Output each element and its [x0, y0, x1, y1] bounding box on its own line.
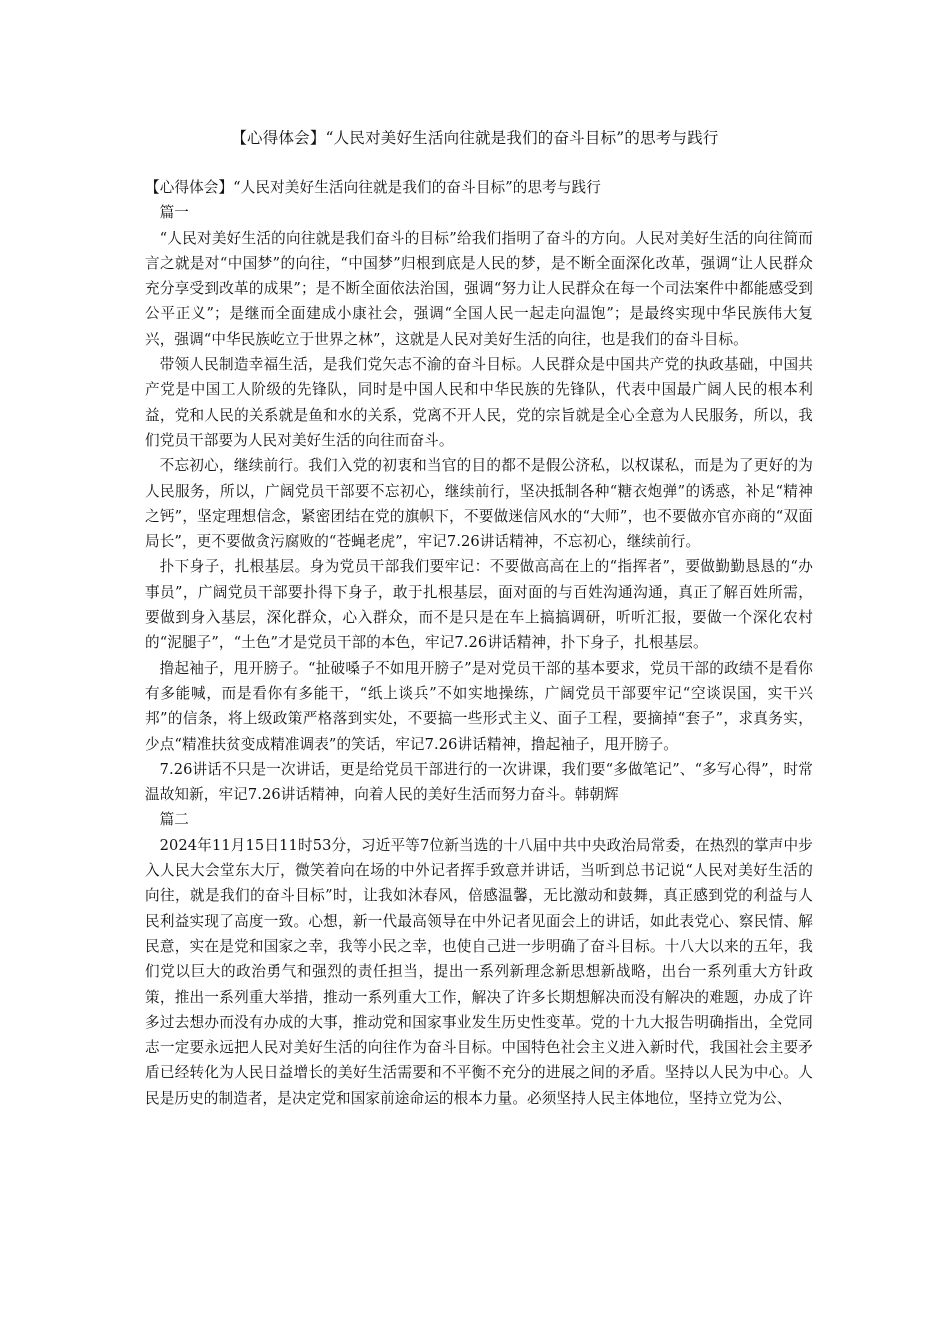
paragraph: 7.26讲话不只是一次讲话，更是给党员干部进行的一次讲课，我们要“多做笔记”、“多写心得”，时常温故知新，牢记7.26讲话精神，向着人民的美好生活而努力奋斗。韩朝辉	[145, 760, 813, 804]
paragraph: “人民对美好生活的向往就是我们奋斗的目标”给我们指明了奋斗的方向。人民对美好生活的向往简而言之就是对“中国梦”的向往，“中国梦”归根到底是人民的梦，是不断全面深化改革，强调“让人民群众充分享受到改革的成果”；是不断全面依法治国，强调“努力让人民群众在每一个司法案件中都能感受到公平正义”；是继而全面建成小康社会，强调“全国人民一起走向温饱”；是最终实现中华民族伟大复兴，强调“中华民族屹立于世界之林”，这就是人民对美好生活的向往，也是我们的奋斗目标。	[145, 229, 813, 348]
paragraph: 不忘初心，继续前行。我们入党的初衷和当官的目的都不是假公济私，以权谋私，而是为了更好的为人民服务，所以，广阔党员干部要不忘初心，继续前行，坚决抵制各种“糖衣炮弹”的诱惑，补足“精神之钙”，坚定理想信念，紧密团结在党的旗帜下，不要做迷信风水的“大师”，也不要做亦官亦商的“双面局长”，更不要做贪污腐败的“苍蝇老虎”，牢记7.26讲话精神，不忘初心，继续前行。	[145, 457, 813, 551]
document-title: 【心得体会】“人民对美好生活向往就是我们的奋斗目标”的思考与践行	[231, 129, 719, 147]
paragraph: 扑下身子，扎根基层。身为党员干部我们要牢记：不要做高高在上的“指挥者”，要做勤勤恳恳的“办事员”，广阔党员干部要扑得下身子，敢于扎根基层，面对面的与百姓沟通沟通，真正了解百姓所需，要做到身入基层，深化群众，心入群众，而不是只是在车上搞搞调研，听听汇报，要做一个深化农村的“泥腿子”，“土色”才是党员干部的本色，牢记7.26讲话精神，扑下身子，扎根基层。	[145, 558, 813, 652]
paragraph: 带领人民制造幸福生活，是我们党矢志不渝的奋斗目标。人民群众是中国共产党的执政基础，中国共产党是中国工人阶级的先锋队，同时是中国人民和中华民族的先锋队，代表中国最广阔人民的根本利益，党和人民的关系就是鱼和水的关系，党离不开人民，党的宗旨就是全心全意为人民服务，所以，我们党员干部要为人民对美好生活的向往而奋斗。	[145, 356, 813, 449]
section-label-2: 篇二	[159, 811, 189, 829]
document-subtitle: 【心得体会】“人民对美好生活向往就是我们的奋斗目标”的思考与践行	[145, 179, 601, 196]
document-body	[145, 175, 813, 1111]
paragraph: 2024年11月15日11时53分，习近平等7位新当选的十八届中共中央政治局常委，在热烈的掌声中步入人民大会堂东大厅，微笑着向在场的中外记者挥手致意并讲话，当听到总书记说“人民对美好生活的向往，就是我们的奋斗目标”时，让我如沐春风，倍感温馨，无比激动和鼓舞，真正感到党的利益与人民利益实现了高度一致。心想，新一代最高领导在中外记者见面会上的讲话，如此表党心、察民情、解民意，实在是党和国家之幸，我等小民之幸，也使自己进一步明确了奋斗目标。十八大以来的五年，我们党以巨大的政治勇气和强烈的责任担当，提出一系列新理念新思想新战略，出台一系列重大方针政策，推出一系列重大举措，推动一系列重大工作，解决了许多长期想解决而没有解决的难题，办成了许多过去想办而没有办成的大事，推动党和国家事业发生历史性变革。党的十九大报告明确指出，全党同志一定要永远把人民对美好生活的向往作为奋斗目标。中国特色社会主义进入新时代，我国社会主要矛盾已经转化为人民日益增长的美好生活需要和不平衡不充分的进展之间的矛盾。坚持以人民为中心。人民是历史的制造者，是决定党和国家前途命运的根本力量。必须坚持人民主体地位，坚持立党为公、	[145, 836, 813, 1107]
paragraph: 撸起袖子，甩开膀子。“扯破嗓子不如甩开膀子”是对党员干部的基本要求，党员干部的政绩不是看你有多能喊，而是看你有多能干，“纸上谈兵”不如实地操练，广阔党员干部要牢记“空谈误国，实干兴邦”的信条，将上级政策严格落到实处，不要搞一些形式主义、面子工程，要摘掉“套子”，求真务实，少点“精准扶贫变成精准调表”的笑话，牢记7.26讲话精神，撸起袖子，甩开膀子。	[145, 659, 813, 753]
section-label-1: 篇一	[159, 204, 189, 222]
